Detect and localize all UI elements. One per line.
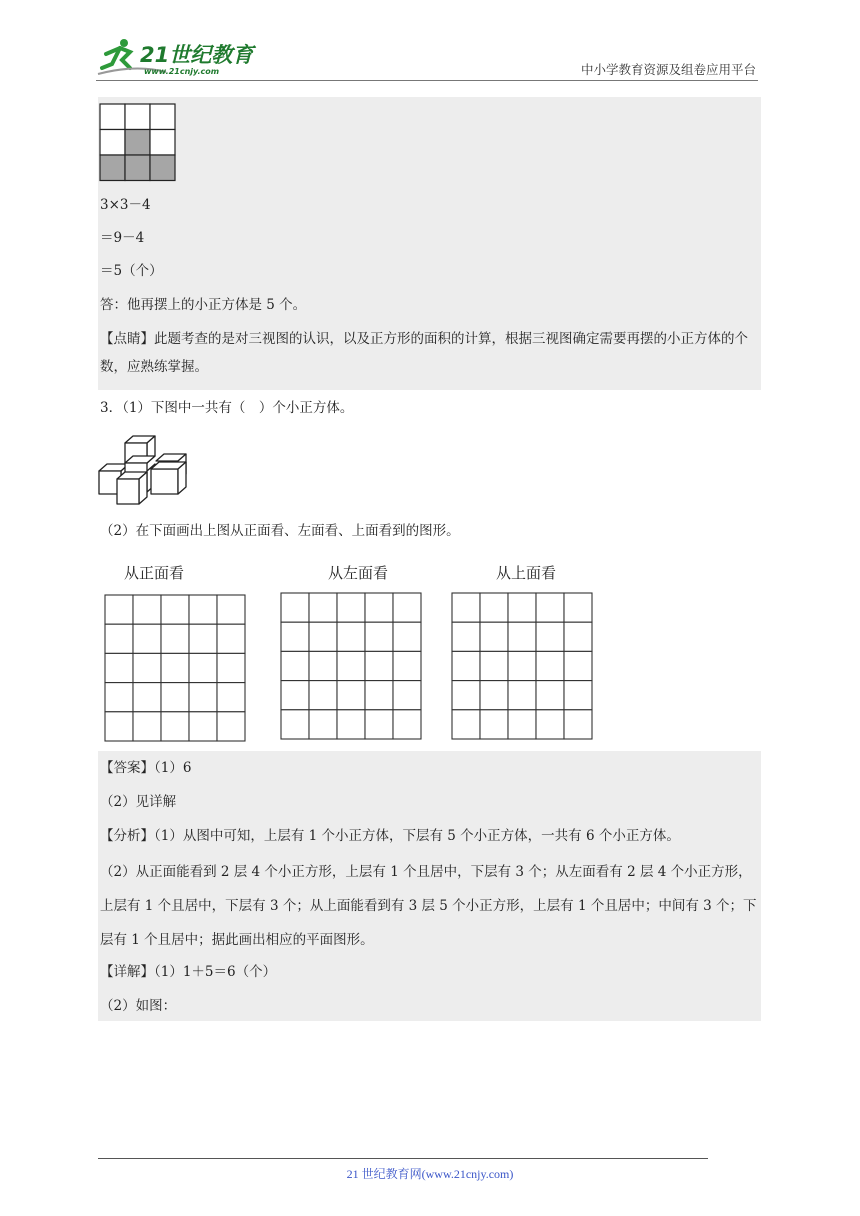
- grid-cell: [161, 683, 189, 712]
- grid-cell: [452, 710, 480, 739]
- empty-cell: [100, 104, 125, 130]
- footer-rule: [98, 1158, 708, 1159]
- grid-cell: [393, 622, 421, 651]
- grid-cell: [105, 712, 133, 741]
- answer-line: 答：他再摆上的小正方体是 5 个。: [100, 297, 307, 313]
- grid-cell: [536, 681, 564, 710]
- grid-cell: [189, 712, 217, 741]
- question-3-part-1: 3．（1）下图中一共有（ ）个小正方体。: [100, 400, 354, 416]
- answer-line-2: （2）见详解: [100, 794, 177, 810]
- grid-cell: [564, 651, 592, 680]
- grid-cell: [133, 653, 161, 682]
- calc-line-2: ＝9－4: [100, 230, 145, 246]
- grid-cell: [217, 683, 245, 712]
- grid-cell: [189, 653, 217, 682]
- shaded-cell: [125, 155, 150, 181]
- grid-cell: [480, 681, 508, 710]
- analysis-paragraph-2: （2）从正面能看到 2 层 4 个小正方形，上层有 1 个且居中，下层有 3 个；从左面看有 2 层 4 个小正方形，上层有 1 个且居中，下层有 3 个；从上面能看到有 3 层 5 个小正方形，上层有 1 个且居中；中间有 3 个；下层有 1 个且居中；据此画出相应的平面图形。: [100, 864, 757, 948]
- grid-cell: [480, 710, 508, 739]
- grid-cell: [281, 710, 309, 739]
- logo-text: 21世纪教育: [140, 43, 254, 67]
- grid-cell: [133, 624, 161, 653]
- grid-cell: [133, 595, 161, 624]
- calc-line-3: ＝5（个）: [100, 263, 163, 279]
- grid-cell: [189, 595, 217, 624]
- grid-cell: [452, 651, 480, 680]
- left-view-grid: [280, 592, 422, 740]
- empty-cell: [125, 104, 150, 130]
- grid-cell: [508, 622, 536, 651]
- grid-cell: [105, 595, 133, 624]
- grid-label-left: 从左面看: [328, 564, 389, 582]
- grid-cell: [508, 651, 536, 680]
- empty-cell: [100, 130, 125, 156]
- cube-stack-figure: [98, 433, 193, 505]
- grid-cell: [393, 681, 421, 710]
- grid-cell: [161, 595, 189, 624]
- grid-cell: [365, 593, 393, 622]
- question-3-part-2: （2）在下面画出上图从正面看、左面看、上面看到的图形。: [100, 523, 460, 539]
- grid-cell: [452, 681, 480, 710]
- logo-url: www.21cnjy.com: [144, 67, 220, 76]
- grid-cell: [281, 651, 309, 680]
- grid-cell: [564, 710, 592, 739]
- header-rule: [96, 80, 758, 81]
- grid-cell: [161, 712, 189, 741]
- grid-cell: [508, 681, 536, 710]
- grid-cell: [536, 710, 564, 739]
- grid-cell: [281, 622, 309, 651]
- grid-cell: [365, 651, 393, 680]
- analysis-line-1: 【分析】（1）从图中可知，上层有 1 个小正方体，下层有 5 个小正方体，一共有 6 个小正方体。: [100, 828, 680, 844]
- grid-cell: [393, 710, 421, 739]
- grid-cell: [189, 624, 217, 653]
- grid-cell: [281, 593, 309, 622]
- grid-cell: [161, 653, 189, 682]
- grid-cell: [309, 651, 337, 680]
- grid-cell: [281, 681, 309, 710]
- grid-cell: [217, 653, 245, 682]
- grid-cell: [564, 622, 592, 651]
- grid-cell: [309, 681, 337, 710]
- grid-cell: [217, 595, 245, 624]
- grid-cell: [161, 624, 189, 653]
- grid-cell: [452, 593, 480, 622]
- grid-cell: [508, 710, 536, 739]
- grid-cell: [480, 651, 508, 680]
- detail-line-2: （2）如图：: [100, 998, 177, 1014]
- grid-cell: [536, 593, 564, 622]
- grid-cell: [337, 710, 365, 739]
- grid-cell: [536, 651, 564, 680]
- grid-cell: [365, 710, 393, 739]
- calc-line-1: 3×3－4: [100, 197, 151, 213]
- grid-cell: [105, 653, 133, 682]
- grid-cell: [309, 622, 337, 651]
- grid-cell: [452, 622, 480, 651]
- answer-line-1: 【答案】（1）6: [100, 760, 192, 776]
- grid-cell: [365, 681, 393, 710]
- empty-cell: [150, 130, 175, 156]
- shaded-cell: [100, 155, 125, 181]
- grid-cell: [309, 593, 337, 622]
- grid-cell: [337, 651, 365, 680]
- grid-cell: [105, 683, 133, 712]
- top-view-answer-grid: [451, 592, 593, 740]
- grid-cell: [189, 683, 217, 712]
- shaded-cell: [150, 155, 175, 181]
- grid-cell: [217, 712, 245, 741]
- grid-cell: [133, 683, 161, 712]
- site-logo: [96, 34, 266, 78]
- grid-cell: [536, 622, 564, 651]
- front-view-grid: [104, 594, 246, 742]
- top-view-grid: [99, 103, 179, 185]
- grid-cell: [309, 710, 337, 739]
- footer-text: 21 世纪教育网(www.21cnjy.com): [346, 1167, 514, 1181]
- grid-cell: [564, 681, 592, 710]
- grid-cell: [564, 593, 592, 622]
- detail-line-1: 【详解】（1）1＋5＝6（个）: [100, 964, 277, 980]
- grid-cell: [393, 651, 421, 680]
- comment-paragraph: 【点睛】此题考查的是对三视图的认识，以及正方形的面积的计算，根据三视图确定需要再摆的小正方体的个数，应熟练掌握。: [100, 331, 748, 375]
- grid-cell: [480, 593, 508, 622]
- grid-cell: [337, 593, 365, 622]
- grid-cell: [337, 681, 365, 710]
- grid-cell: [217, 624, 245, 653]
- grid-label-front: 从正面看: [124, 564, 185, 582]
- grid-cell: [105, 624, 133, 653]
- grid-cell: [337, 622, 365, 651]
- grid-cell: [365, 622, 393, 651]
- grid-cell: [480, 622, 508, 651]
- grid-cell: [133, 712, 161, 741]
- empty-cell: [150, 104, 175, 130]
- grid-cell: [393, 593, 421, 622]
- grid-cell: [508, 593, 536, 622]
- grid-label-top: 从上面看: [496, 564, 557, 582]
- header-tagline: 中小学教育资源及组卷应用平台: [580, 62, 756, 77]
- shaded-cell: [125, 130, 150, 156]
